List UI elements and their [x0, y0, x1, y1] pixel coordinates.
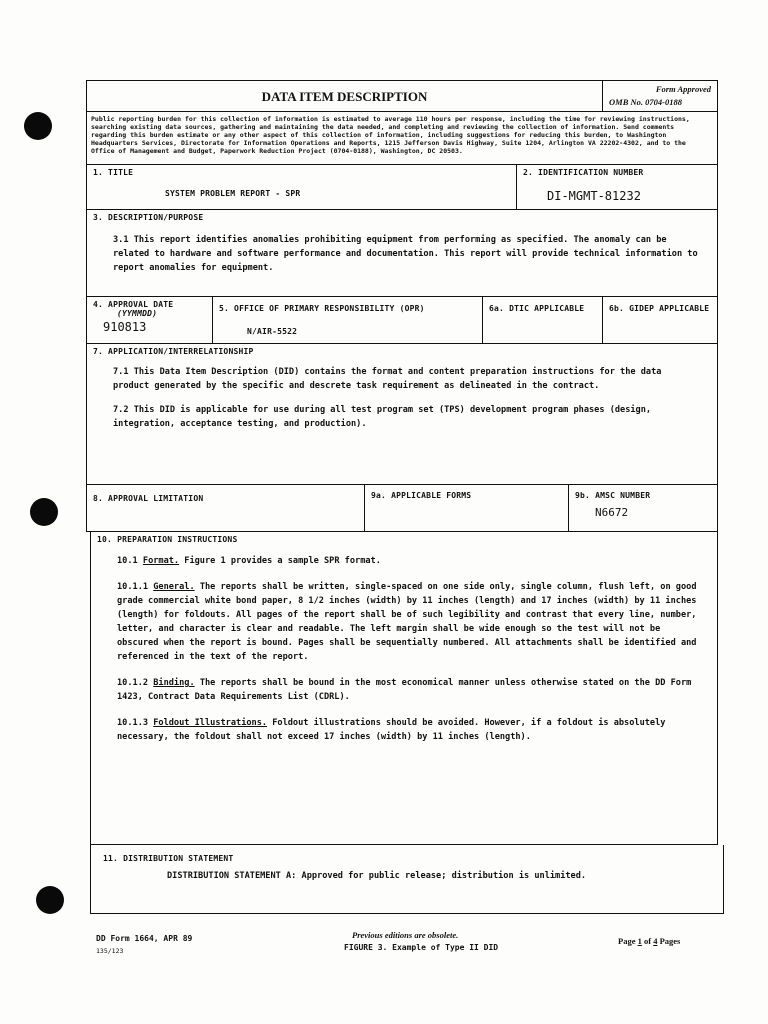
identification-number: DI-MGMT-81232 [547, 189, 641, 203]
prep-paragraph-10-1-2 [117, 676, 703, 704]
block-11-distribution-statement [91, 845, 723, 913]
burden-statement-row [86, 112, 718, 165]
block-4-sublabel: (YYMMDD) [117, 309, 158, 318]
page-suffix: Pages [657, 936, 681, 946]
distribution-row [90, 845, 724, 914]
block-1-title [87, 165, 517, 209]
prep-10-1-1-number: 10.1.1 [117, 582, 149, 592]
prep-paragraph-10-1 [117, 554, 703, 568]
block-7-application [87, 344, 717, 484]
title-id-row [86, 165, 718, 210]
opr-value: N/AIR-5522 [247, 327, 298, 336]
block-6b-gidep [603, 297, 717, 343]
application-paragraph-2: 7.2 This DID is applicable for use during all test program set (TPS) development program phases (design, integration, acceptance testing, and production). [113, 405, 652, 429]
block-2-label: 2. IDENTIFICATION NUMBER [523, 168, 644, 177]
block-10-label: 10. PREPARATION INSTRUCTIONS [97, 535, 238, 544]
omb-number: OMB No. 0704-0188 [609, 97, 682, 107]
limitation-forms-row [86, 485, 718, 532]
block-5-opr [213, 297, 483, 343]
footer-page-number [618, 936, 680, 946]
block-1-label: 1. TITLE [93, 168, 134, 177]
page-total: 4 [653, 936, 658, 946]
footer-form-info [96, 934, 192, 955]
description-text: 3.1 This report identifies anomalies prohibiting equipment from performing as specified. The anomaly can be related to hardware and software performance and documentation. This report will provide technical information to report anomalies for equipment. [113, 235, 698, 273]
block-9b-amsc-number [569, 485, 717, 531]
prep-10-1-3-heading: Foldout Illustrations. [153, 718, 268, 728]
burden-statement: Public reporting burden for this collection of information is estimated to average 110 hours per response, including the time for reviewing instructions, searching existing data sources, gathering and maintaining the data needed, and completing and reviewing the collection of information. Send comments regarding this burden estimate or any other aspect of this collection of information, including suggestions for reducing this burden, to Washington Headquarters Services, Directorate for Information Operations and Reports, 1215 Jefferson Davis Highway, Suite 1204, Arlington VA 22202-4302, and to the Office of Management and Budget, Paperwork Reduction Project (0704-0188), Washington, DC 20503. [91, 115, 690, 155]
data-item-description-form [86, 80, 718, 914]
binder-hole-middle [30, 498, 58, 526]
distribution-text: DISTRIBUTION STATEMENT A: Approved for public release; distribution is unlimited. [167, 871, 587, 881]
footer-form-number: DD Form 1664, APR 89 [96, 934, 193, 943]
form-approved-box [603, 81, 717, 111]
application-paragraph-1: 7.1 This Data Item Description (DID) contains the format and content preparation instructions for the data product generated by the specific and descrete task requirement as delineated in the contract. [113, 367, 662, 391]
binder-hole-top [24, 112, 52, 140]
preparation-row [90, 532, 718, 845]
prep-paragraph-10-1-3 [117, 716, 703, 744]
description-row [86, 210, 718, 297]
block-9b-label: 9b. AMSC NUMBER [575, 491, 651, 500]
prep-10-1-number: 10.1 [117, 556, 138, 566]
page-prefix: Page [618, 936, 638, 946]
approval-date: 910813 [103, 320, 147, 334]
footer-center [344, 930, 498, 952]
block-8-approval-limitation [87, 485, 365, 531]
block-8-label: 8. APPROVAL LIMITATION [93, 494, 204, 503]
block-3-label: 3. DESCRIPTION/PURPOSE [93, 213, 204, 222]
block-6a-dtic [483, 297, 603, 343]
block-3-description [87, 210, 717, 296]
form-title: DATA ITEM DESCRIPTION [87, 81, 603, 111]
prep-10-1-heading: Format. [142, 556, 180, 566]
prep-10-1-2-number: 10.1.2 [117, 678, 149, 688]
block-9a-applicable-forms [365, 485, 569, 531]
page-current: 1 [637, 936, 642, 946]
block-9a-label: 9a. APPLICABLE FORMS [371, 491, 472, 500]
prep-10-1-1-heading: General. [153, 582, 195, 592]
block-5-label: 5. OFFICE OF PRIMARY RESPONSIBILITY (OPR) [219, 304, 425, 313]
amsc-number: N6672 [595, 506, 629, 519]
block-2-identification [517, 165, 717, 209]
prep-paragraph-10-1-1 [117, 580, 703, 664]
approval-opr-row [86, 297, 718, 344]
block-4-approval-date [87, 297, 213, 343]
block-4-label: 4. APPROVAL DATE [93, 300, 174, 309]
form-approved-label: Form Approved [655, 84, 711, 94]
prep-10-1-2-text: The reports shall be bound in the most economical manner unless otherwise stated on the DD Form 1423, Contract Data Requirements List (CDRL). [117, 678, 692, 702]
block-11-label: 11. DISTRIBUTION STATEMENT [103, 854, 234, 863]
form-header [86, 80, 718, 112]
footer-obsolete-note: Previous editions are obsolete. [352, 930, 459, 940]
figure-caption: FIGURE 3. Example of Type II DID [344, 943, 499, 952]
prep-10-1-text: Figure 1 provides a sample SPR format. [179, 556, 381, 566]
report-title: SYSTEM PROBLEM REPORT - SPR [165, 189, 301, 198]
footer-code: 135/123 [96, 947, 124, 955]
prep-10-1-3-text: Foldout illustrations should be avoided. However, if a foldout is absolutely necessary, the foldout shall not exceed 17 inches (width) by 11 inches (length). [117, 718, 666, 742]
block-7-label: 7. APPLICATION/INTERRELATIONSHIP [93, 347, 254, 356]
binder-hole-bottom [36, 886, 64, 914]
prep-10-1-1-text: The reports shall be written, single-spaced on one side only, single column, flush left, on good grade commercial white bond paper, 8 1/2 inches (width) by 11 inches (length) and 17 inches (width) by 11 inches (length) for foldouts. All pages of the report shall be of such legibility and contrast that every line, number, letter, and character is clear and readable. The left margin shall be wide enough so the test will not be obscured when the report is bound. Pages shall be sequentially numbered. All attachments shall be identified and referenced in the text of the report. [117, 582, 697, 662]
page-of: of [641, 936, 654, 946]
application-row [86, 344, 718, 485]
prep-10-1-2-heading: Binding. [153, 678, 195, 688]
block-10-preparation-instructions [91, 532, 717, 844]
prep-10-1-3-number: 10.1.3 [117, 718, 149, 728]
block-6b-label: 6b. GIDEP APPLICABLE [609, 304, 710, 313]
block-6a-label: 6a. DTIC APPLICABLE [489, 304, 585, 313]
